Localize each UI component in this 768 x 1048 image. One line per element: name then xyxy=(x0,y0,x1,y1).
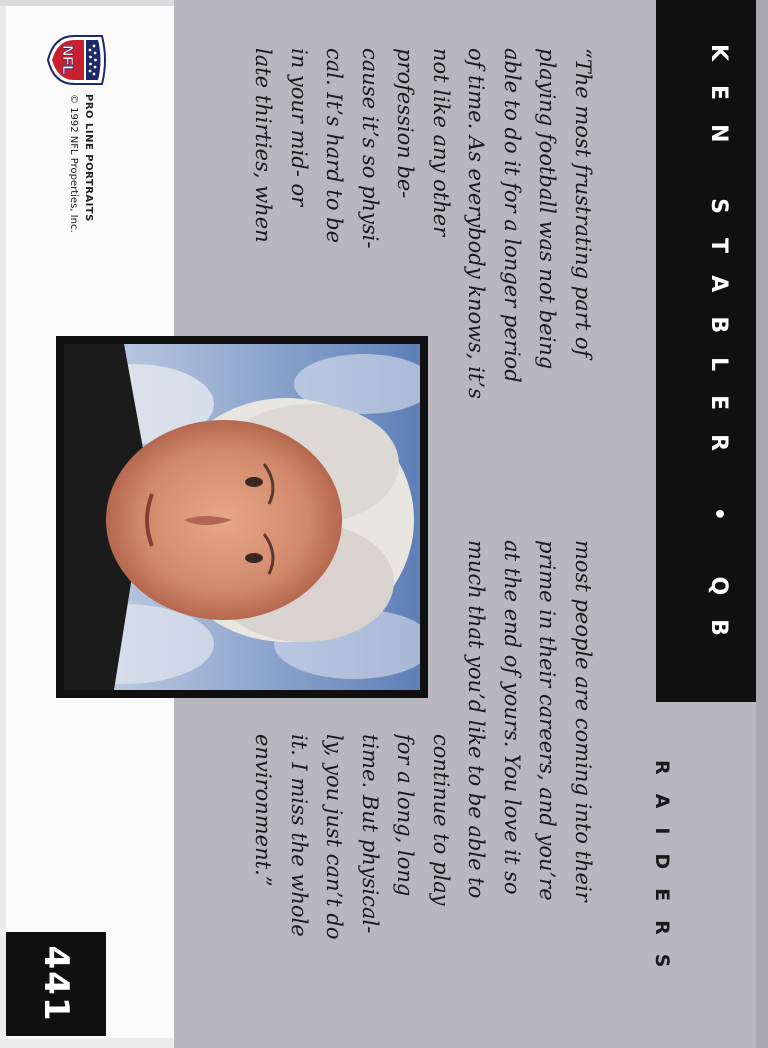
quote-line: late thirties, when xyxy=(251,48,276,243)
nfl-logo-text: NFL xyxy=(59,45,76,75)
quote-line: much that you’d like to be able to xyxy=(464,540,489,899)
quote-column-left xyxy=(245,48,600,608)
quote-column-right-bottom xyxy=(245,734,458,1004)
quote-line: “The most frustrating part of xyxy=(571,48,595,358)
player-name: KEN STABLER xyxy=(706,44,731,476)
brand-name: PRO LINE PORTRAITS xyxy=(83,94,94,222)
quote-line: in your mid- or xyxy=(287,48,311,207)
quote-line: most people are coming into their xyxy=(571,540,595,902)
team-name: RAIDERS xyxy=(651,760,673,987)
nfl-shield-icon xyxy=(46,32,108,88)
quote-line: continue to play xyxy=(429,734,453,906)
player-name-position xyxy=(688,44,748,684)
quote-line: profession be- xyxy=(393,48,418,199)
copyright-credit xyxy=(44,94,96,294)
quote-line: for a long, long xyxy=(393,734,418,897)
quote-line: environment.” xyxy=(251,734,276,887)
quote-line: able to do it for a longer period xyxy=(500,48,524,383)
quote-line: of time. As everybody knows, it’s xyxy=(464,48,489,399)
quote-line: time. But physical- xyxy=(358,734,382,934)
card-number: 441 xyxy=(6,932,106,1036)
quote-line: cal. It’s hard to be xyxy=(322,48,347,244)
quote-line: prime in their careers, and you’re xyxy=(535,540,560,901)
quote-column-right-top xyxy=(458,540,600,1010)
copyright-text: © 1992 NFL Properties, Inc. xyxy=(68,94,79,233)
quote-line: not like any other xyxy=(429,48,453,237)
name-separator: • xyxy=(706,506,731,545)
player-position: QB xyxy=(706,576,731,660)
quote-line: cause it’s so physi- xyxy=(358,48,382,249)
quote-line: it. I miss the whole xyxy=(287,734,311,937)
quote-line: at the end of yours. You love it so xyxy=(500,540,524,895)
quote-line: playing football was not being xyxy=(535,48,560,370)
quote-line: ly, you just can’t do xyxy=(322,734,347,940)
